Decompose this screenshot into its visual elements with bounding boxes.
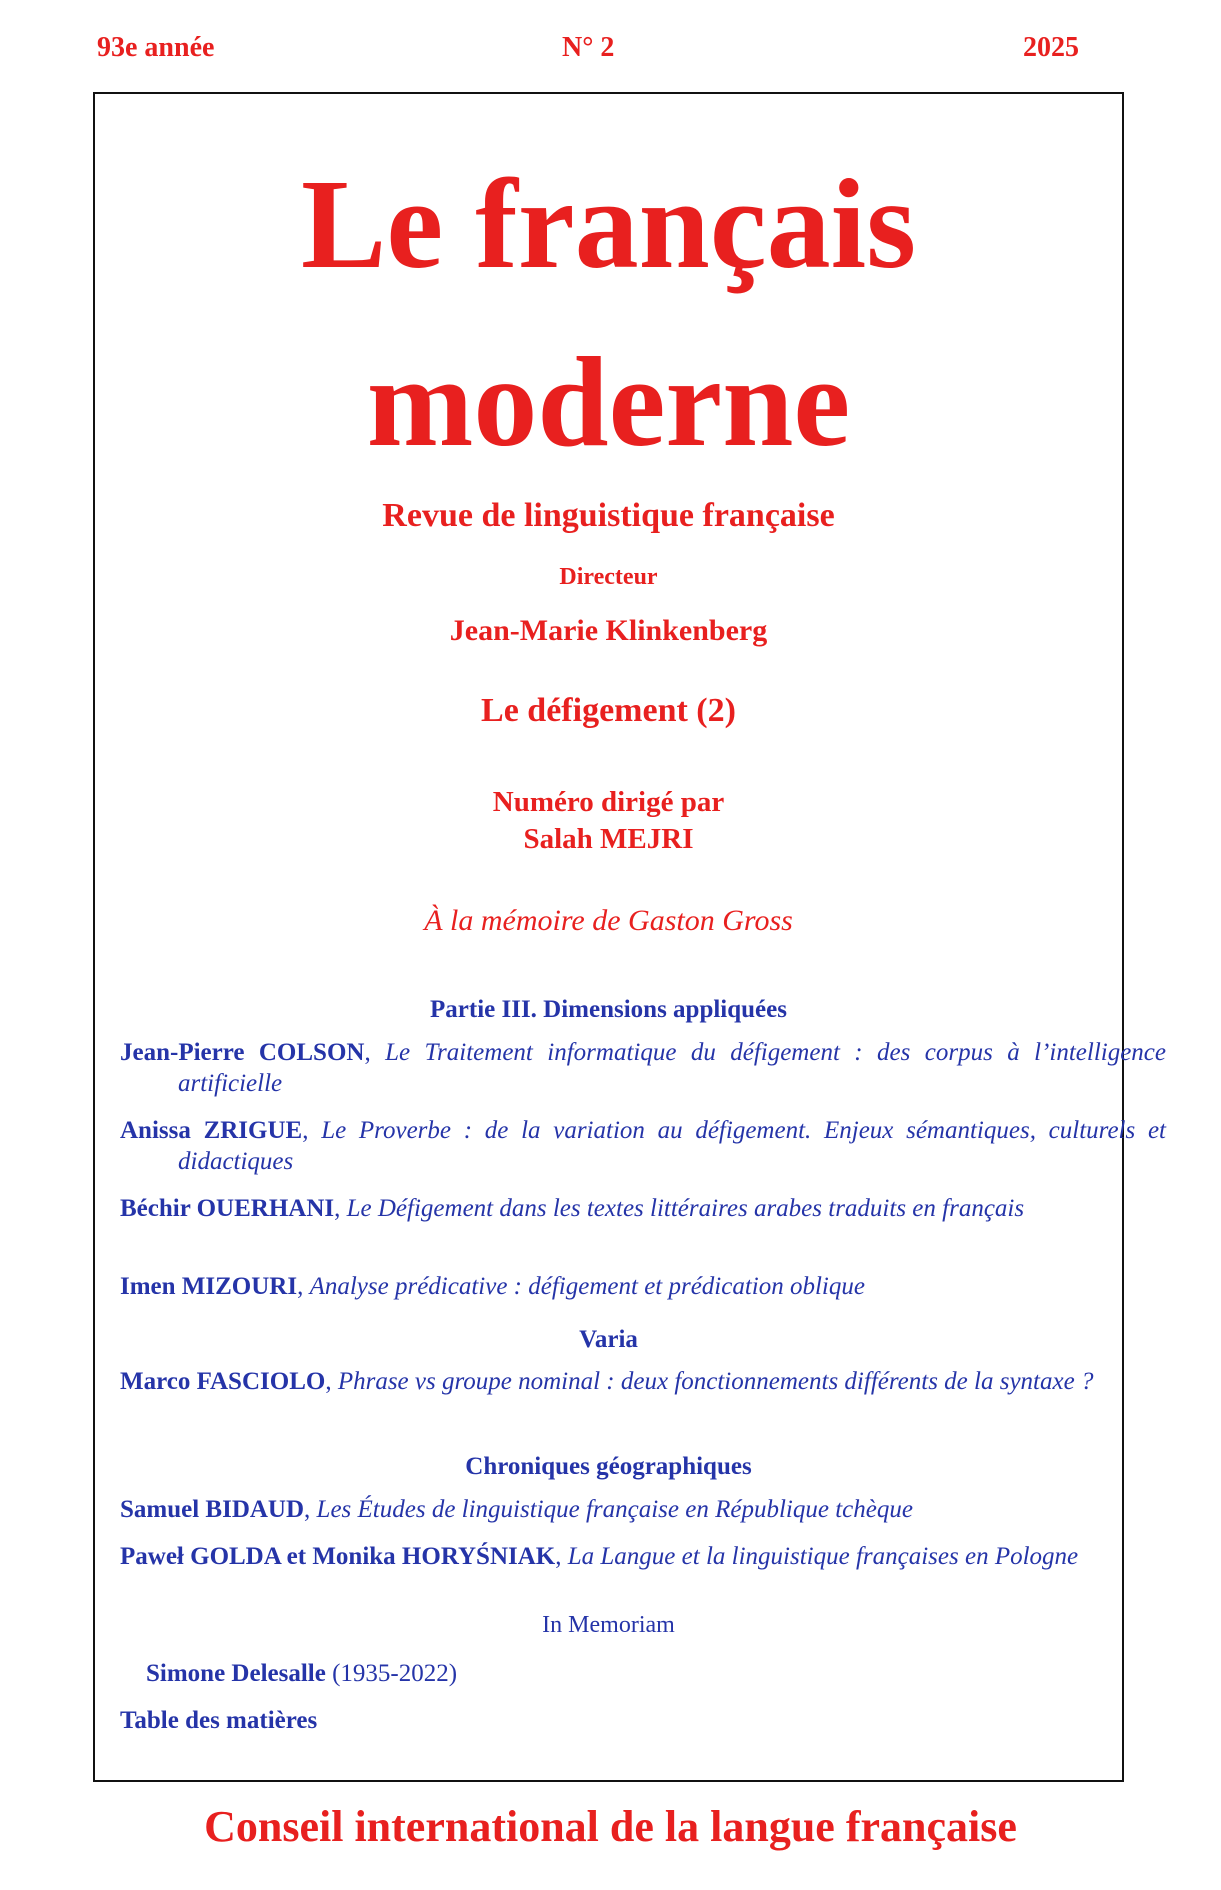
editor-label: Numéro dirigé par [492, 786, 725, 818]
entry-author: Paweł GOLDA et Monika HORYŚNIAK [120, 1543, 556, 1570]
editor-name: Salah MEJRI [523, 823, 694, 855]
toc-entry [120, 1115, 1166, 1177]
dedication: À la mémoire de Gaston Gross [424, 904, 793, 937]
entry-author: Samuel BIDAUD [120, 1496, 305, 1523]
table-of-contents-label: Table des matières [120, 1707, 318, 1734]
entry-title: Les Études de linguistique française en République tchèque [316, 1496, 913, 1523]
journal-title-line1: Le français [301, 153, 916, 295]
issue-number: N° 2 [562, 32, 615, 63]
section-heading-part3: Partie III. Dimensions appliquées [430, 996, 787, 1023]
entry-title: Le Traitement informatique du défigement : des corpus à l’intelligence artificielle [178, 1039, 1166, 1097]
volume-year: 93e année [97, 32, 215, 63]
entry-author: Anissa ZRIGUE [120, 1117, 303, 1144]
section-heading-varia: Varia [579, 1326, 638, 1353]
journal-title-line2: moderne [366, 331, 851, 473]
director-label: Directeur [559, 564, 658, 590]
memoriam-entry [146, 1658, 1104, 1689]
entry-separator: , [297, 1273, 310, 1300]
entry-author: Jean-Pierre COLSON [120, 1039, 365, 1066]
entry-author: Imen MIZOURI [120, 1273, 298, 1300]
publisher-footer: Conseil international de la langue française [204, 1802, 1017, 1851]
toc-entry [120, 1193, 1166, 1224]
section-heading-chroniques: Chroniques géographiques [465, 1453, 752, 1480]
cover-frame [93, 92, 1166, 1782]
journal-subtitle: Revue de linguistique française [382, 497, 835, 534]
toc-entry [120, 1037, 1166, 1099]
toc-entry [120, 1366, 1166, 1397]
director-name: Jean-Marie Klinkenberg [449, 614, 768, 647]
toc-entry [120, 1271, 1166, 1302]
entry-title: La Langue et la linguistique françaises en Pologne [567, 1543, 1079, 1570]
entry-title: Phrase vs groupe nominal : deux fonctionnements différents de la syntaxe ? [337, 1368, 1094, 1395]
entry-author: Béchir OUERHANI [120, 1195, 335, 1222]
toc-entry [120, 1494, 1166, 1525]
entry-separator: , [302, 1117, 322, 1144]
issue-theme: Le défigement (2) [481, 692, 736, 729]
entry-separator: , [325, 1368, 338, 1395]
entry-separator: , [364, 1039, 386, 1066]
section-heading-memoriam: In Memoriam [542, 1612, 675, 1638]
memoriam-name: Simone Delesalle [146, 1660, 326, 1687]
entry-title: Le Défigement dans les textes littéraires arabes traduits en français [346, 1195, 1025, 1222]
publication-year: 2025 [1023, 32, 1079, 63]
entry-separator: , [555, 1543, 568, 1570]
toc-entry [120, 1541, 1166, 1572]
entry-separator: , [334, 1195, 347, 1222]
entry-separator: , [304, 1496, 317, 1523]
memoriam-dates: (1935-2022) [325, 1660, 458, 1687]
entry-title: Analyse prédicative : défigement et prédication oblique [309, 1273, 865, 1300]
entry-title: Le Proverbe : de la variation au défigement. Enjeux sémantiques, culturels et didactiques [178, 1117, 1166, 1175]
entry-author: Marco FASCIOLO [120, 1368, 326, 1395]
